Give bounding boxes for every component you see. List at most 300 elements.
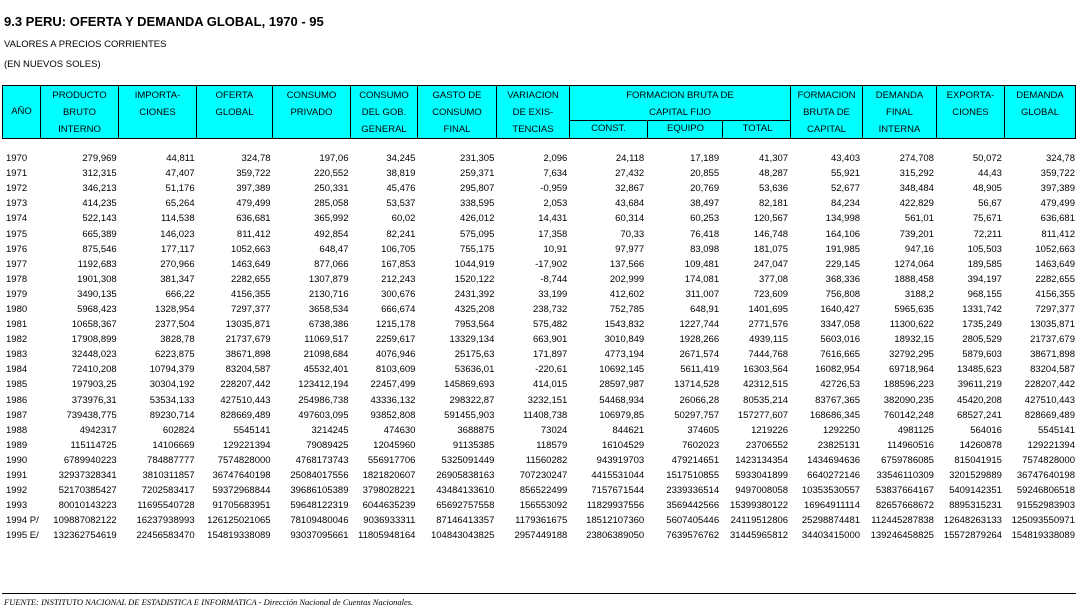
table-cell: 348,484	[899, 183, 934, 195]
table-cell: 20,769	[690, 183, 720, 195]
header-cgob-1: CONSUMO	[359, 90, 409, 101]
table-cell: 760142,248	[883, 409, 934, 421]
table-cell: 2,096	[543, 153, 568, 165]
table-cell: 254986,738	[298, 394, 349, 406]
table-cell: 2,053	[543, 198, 568, 210]
table-cell: 7202583417	[141, 485, 195, 497]
table-cell: 191,985	[825, 243, 861, 255]
table-cell: -8,744	[540, 273, 568, 285]
table-cell: 114,538	[160, 213, 195, 225]
table-cell: 9036933311	[363, 515, 416, 527]
table-cell: 72410,208	[71, 364, 117, 376]
header-fbk-2: BRUTA DE	[803, 107, 850, 118]
table-cell: 52,677	[830, 183, 861, 195]
header-fbkf-1: FORMACION BRUTA DE	[626, 90, 734, 101]
table-cell: 75,671	[972, 213, 1002, 225]
table-row	[2, 317, 1077, 332]
header-demanda-final-interna	[862, 86, 936, 138]
header-cpriv-1: CONSUMO	[286, 90, 337, 101]
table-cell: 112445287838	[871, 515, 934, 527]
table-cell: 1401,695	[748, 303, 789, 315]
table-cell: 43,684	[615, 198, 645, 210]
table-cell: 60,253	[690, 213, 720, 225]
table-cell: 26066,28	[679, 394, 720, 406]
table-cell: 36747640198	[212, 470, 271, 482]
header-varex-2: DE EXIS-	[512, 107, 554, 118]
table-cell: 79089425	[306, 439, 349, 451]
table-cell: 359,722	[236, 168, 271, 180]
table-cell: 24,118	[615, 153, 645, 165]
table-cell: 145869,693	[444, 379, 495, 391]
header-dfi-1: DEMANDA	[875, 90, 924, 101]
table-cell: 2282,655	[1035, 273, 1075, 285]
header-gasto-consumo	[417, 86, 496, 138]
table-cell: 80010143223	[58, 500, 117, 512]
table-cell: 89230,714	[149, 409, 195, 421]
table-cell: 1463,649	[230, 258, 271, 270]
table-cell: 93037095661	[290, 530, 349, 542]
row-year: 1984	[6, 364, 28, 376]
row-year: 1990	[6, 454, 28, 466]
table-cell: 373976,31	[71, 394, 117, 406]
table-cell: 259,371	[460, 168, 495, 180]
table-cell: 1517510855	[666, 470, 720, 482]
table-cell: 118579	[536, 439, 568, 451]
table-cell: -0,959	[540, 183, 568, 195]
table-cell: 4939,115	[749, 334, 789, 346]
table-cell: 45420,208	[957, 394, 1002, 406]
table-cell: 412,602	[609, 288, 645, 300]
table-cell: 7574828000	[1022, 454, 1075, 466]
table-cell: 636,681	[1040, 213, 1075, 225]
table-cell: 73024	[540, 424, 568, 436]
table-cell: 25084017556	[290, 470, 349, 482]
table-cell: 3798028221	[362, 485, 416, 497]
table-cell: 377,08	[759, 273, 789, 285]
table-cell: 44,811	[166, 153, 195, 165]
table-row	[2, 513, 1077, 528]
table-row	[2, 393, 1077, 408]
row-year: 1994 P/	[6, 515, 39, 527]
table-cell: 114960516	[887, 439, 934, 451]
table-row	[2, 302, 1077, 317]
table-cell: 157277,607	[737, 409, 789, 421]
table-cell: 856522499	[519, 485, 568, 497]
table-cell: 13329,134	[449, 334, 495, 346]
table-cell: 295,807	[460, 183, 495, 195]
table-cell: 12648263133	[943, 515, 1002, 527]
table-cell: 575,482	[532, 319, 568, 331]
table-cell: 38,497	[690, 198, 720, 210]
table-cell: 1735,249	[962, 319, 1002, 331]
table-cell: 56,67	[978, 198, 1002, 210]
table-cell: 3828,78	[160, 334, 195, 346]
table-cell: 15399380122	[729, 500, 789, 512]
table-cell: 666,674	[381, 303, 416, 315]
table-cell: 5545141	[233, 424, 271, 436]
header-dglobal-2: GLOBAL	[1020, 107, 1060, 118]
table-cell: 54468,934	[599, 394, 645, 406]
table-cell: 8103,609	[375, 364, 416, 376]
table-cell: 338,595	[460, 198, 495, 210]
table-cell: 18512107360	[586, 515, 645, 527]
table-cell: 324,78	[1045, 153, 1075, 165]
table-cell: 7157671544	[591, 485, 645, 497]
table-cell: 422,829	[899, 198, 934, 210]
table-cell: 23706552	[745, 439, 789, 451]
subtitle-unidad: (EN NUEVOS SOLES)	[4, 59, 101, 70]
table-cell: 59648122319	[290, 500, 349, 512]
table-row	[2, 377, 1077, 392]
table-cell: 414,235	[82, 198, 117, 210]
header-imp-1: IMPORTA-	[134, 90, 181, 101]
table-cell: 14,431	[538, 213, 568, 225]
table-cell: 11300,622	[889, 319, 934, 331]
table-cell: 1543,832	[604, 319, 645, 331]
table-cell: 2377,504	[154, 319, 195, 331]
table-cell: 39686105389	[290, 485, 349, 497]
table-cell: 146,748	[753, 228, 789, 240]
table-cell: 104843043825	[430, 530, 495, 542]
table-cell: 83204,587	[225, 364, 271, 376]
table-cell: 123412,194	[298, 379, 349, 391]
table-cell: 32,867	[615, 183, 645, 195]
table-cell: 247,047	[753, 258, 789, 270]
table-cell: 7,634	[543, 168, 568, 180]
table-cell: 7602023	[682, 439, 720, 451]
header-fbkf-total: TOTAL	[722, 120, 792, 138]
header-fbk-1: FORMACION	[797, 90, 856, 101]
table-cell: 14260878	[959, 439, 1002, 451]
table-cell: 7574828000	[217, 454, 271, 466]
row-year: 1973	[6, 198, 28, 210]
table-cell: 2671,574	[679, 349, 720, 361]
table-cell: 65692757558	[436, 500, 495, 512]
table-cell: 522,143	[82, 213, 117, 225]
table-cell: 115114725	[70, 439, 117, 451]
table-cell: 4076,946	[375, 349, 416, 361]
table-cell: 374605	[687, 424, 720, 436]
table-cell: 315,292	[899, 168, 934, 180]
table-cell: 365,992	[314, 213, 349, 225]
table-cell: 1901,308	[77, 273, 117, 285]
table-cell: 1052,663	[230, 243, 271, 255]
table-cell: 426,012	[460, 213, 495, 225]
source-footnote: FUENTE: INSTITUTO NACIONAL DE ESTADISTICA E INFORMATICA - Dirección Nacional de Cuentas Nacionales.	[4, 597, 414, 607]
header-pbi-3: INTERNO	[58, 124, 101, 135]
data-table-body	[2, 151, 1077, 543]
header-fbk-3: CAPITAL	[807, 124, 846, 135]
table-cell: 7297,377	[230, 303, 271, 315]
table-cell: 52170385427	[58, 485, 117, 497]
header-dfi-3: INTERNA	[878, 124, 921, 135]
table-cell: 6640272146	[807, 470, 861, 482]
table-cell: 50297,757	[674, 409, 720, 421]
header-gasto-1: GASTO DE	[432, 90, 482, 101]
table-cell: 21737,679	[1030, 334, 1075, 346]
table-cell: 45,476	[386, 183, 416, 195]
table-cell: 1215,178	[375, 319, 416, 331]
table-row	[2, 226, 1077, 241]
table-cell: 109,481	[684, 258, 720, 270]
header-gasto-2: CONSUMO	[432, 107, 482, 118]
row-year: 1986	[6, 394, 28, 406]
table-cell: 229,145	[825, 258, 861, 270]
table-cell: 5603,016	[820, 334, 861, 346]
table-cell: 3188,2	[904, 288, 934, 300]
table-cell: 228207,442	[1024, 379, 1075, 391]
header-variacion-existencias	[496, 86, 569, 138]
table-cell: 16237938993	[136, 515, 195, 527]
header-fbkf-title	[570, 86, 790, 121]
table-cell: 238,732	[532, 303, 568, 315]
table-cell: 32937328341	[58, 470, 117, 482]
table-cell: 575,095	[460, 228, 495, 240]
table-cell: 126125021065	[207, 515, 271, 527]
table-cell: 3347,058	[820, 319, 861, 331]
table-cell: 492,854	[314, 228, 349, 240]
row-year: 1993	[6, 500, 28, 512]
table-cell: 120,567	[753, 213, 789, 225]
table-cell: 17,189	[690, 153, 720, 165]
table-cell: 6044635239	[362, 500, 416, 512]
table-cell: 755,175	[460, 243, 495, 255]
table-cell: 55,921	[830, 168, 861, 180]
table-cell: 18932,15	[894, 334, 934, 346]
table-cell: 231,305	[460, 153, 495, 165]
table-cell: 42312,515	[743, 379, 789, 391]
table-cell: 8895315231	[949, 500, 1002, 512]
table-cell: 11805948164	[358, 530, 416, 542]
table-cell: 2339336514	[666, 485, 720, 497]
table-row	[2, 438, 1077, 453]
table-cell: 154819338089	[207, 530, 271, 542]
row-year: 1971	[6, 168, 28, 180]
table-cell: 84,234	[830, 198, 861, 210]
table-cell: 50,072	[972, 153, 1002, 165]
table-cell: 51,176	[165, 183, 195, 195]
table-row	[2, 332, 1077, 347]
header-exp-1: EXPORTA-	[946, 90, 995, 101]
table-cell: 968,155	[967, 288, 1002, 300]
table-cell: 300,676	[381, 288, 416, 300]
table-cell: 3232,151	[527, 394, 568, 406]
table-cell: 53,636	[759, 183, 789, 195]
row-year: 1978	[6, 273, 28, 285]
table-cell: 137,566	[609, 258, 645, 270]
table-cell: 30304,192	[149, 379, 195, 391]
table-cell: 346,213	[82, 183, 117, 195]
table-cell: 270,966	[160, 258, 195, 270]
row-year: 1980	[6, 303, 28, 315]
table-cell: 33,199	[538, 288, 568, 300]
table-cell: 17,358	[538, 228, 568, 240]
table-cell: 7444,768	[748, 349, 789, 361]
header-demanda-global	[1004, 86, 1075, 138]
table-cell: 16964911114	[804, 500, 861, 512]
table-cell: 4156,355	[230, 288, 271, 300]
table-cell: 134,998	[825, 213, 861, 225]
table-cell: 359,722	[1040, 168, 1075, 180]
header-fbkf-equipo: EQUIPO	[647, 120, 723, 138]
header-fbkf-2: CAPITAL FIJO	[649, 107, 711, 118]
table-cell: 32792,295	[889, 349, 934, 361]
table-row	[2, 468, 1077, 483]
table-cell: 14106669	[152, 439, 195, 451]
table-cell: 43336,132	[370, 394, 416, 406]
row-year: 1985	[6, 379, 28, 391]
table-cell: 414,015	[532, 379, 568, 391]
table-cell: 146,023	[160, 228, 195, 240]
table-cell: 2259,617	[375, 334, 416, 346]
table-cell: 97,977	[615, 243, 645, 255]
table-cell: 44,43	[978, 168, 1002, 180]
table-cell: 132362754619	[53, 530, 117, 542]
table-cell: 48,287	[759, 168, 789, 180]
table-row	[2, 257, 1077, 272]
table-cell: 16104529	[601, 439, 645, 451]
table-cell: 105,503	[967, 243, 1002, 255]
table-cell: 2805,529	[962, 334, 1002, 346]
table-cell: 3569442566	[666, 500, 720, 512]
table-cell: 5611,419	[680, 364, 720, 376]
header-fbkf-const: CONST.	[591, 123, 626, 134]
table-cell: 5879,603	[962, 349, 1002, 361]
table-cell: 82,181	[759, 198, 789, 210]
table-cell: 1052,663	[1035, 243, 1075, 255]
table-cell: 83767,365	[815, 394, 861, 406]
table-cell: 11695540728	[137, 500, 195, 512]
table-row	[2, 166, 1077, 181]
table-cell: 844621	[612, 424, 645, 436]
row-year: 1976	[6, 243, 28, 255]
table-cell: 82,241	[386, 228, 416, 240]
table-cell: 129221394	[223, 439, 271, 451]
table-cell: 636,681	[236, 213, 271, 225]
table-cell: 1274,064	[894, 258, 934, 270]
table-cell: 250,331	[314, 183, 349, 195]
table-cell: 1328,954	[154, 303, 195, 315]
table-cell: 43,403	[830, 153, 861, 165]
table-cell: 4325,208	[454, 303, 495, 315]
table-cell: 368,336	[825, 273, 861, 285]
table-cell: 7616,665	[820, 349, 861, 361]
table-cell: 91552983903	[1016, 500, 1075, 512]
row-year: 1995 E/	[6, 530, 39, 542]
table-cell: 41,307	[759, 153, 789, 165]
header-varex-3: TENCIAS	[512, 124, 554, 135]
table-cell: 4768173743	[295, 454, 349, 466]
table-cell: 164,106	[825, 228, 861, 240]
table-cell: 427510,443	[1024, 394, 1075, 406]
table-cell: 23825131	[817, 439, 861, 451]
table-cell: 70,33	[620, 228, 645, 240]
header-cgob-3: GENERAL	[361, 124, 407, 135]
table-cell: 666,22	[165, 288, 195, 300]
table-row	[2, 362, 1077, 377]
row-year: 1970	[6, 153, 28, 165]
table-cell: 3010,849	[604, 334, 645, 346]
table-cell: 279,969	[82, 153, 117, 165]
table-cell: 479,499	[1040, 198, 1075, 210]
table-cell: 32448,023	[71, 349, 117, 361]
table-cell: 784887777	[147, 454, 195, 466]
table-cell: 53534,133	[149, 394, 195, 406]
table-cell: 17908,899	[71, 334, 117, 346]
table-cell: 212,243	[381, 273, 416, 285]
table-cell: 875,546	[82, 243, 117, 255]
table-cell: 5607405446	[666, 515, 720, 527]
data-table	[2, 151, 1077, 543]
table-cell: 197,06	[319, 153, 349, 165]
table-cell: 171,897	[532, 349, 568, 361]
table-cell: 16082,954	[815, 364, 861, 376]
row-year: 1989	[6, 439, 28, 451]
table-cell: 59372968844	[212, 485, 271, 497]
table-cell: 1434694636	[807, 454, 861, 466]
table-cell: 648,91	[690, 303, 720, 315]
table-cell: 397,389	[1040, 183, 1075, 195]
header-pbi	[40, 86, 118, 138]
table-cell: 106,705	[381, 243, 416, 255]
table-cell: 5965,635	[894, 303, 934, 315]
table-cell: 3201529889	[949, 470, 1002, 482]
table-cell: 28597,987	[599, 379, 645, 391]
table-cell: 6223,875	[154, 349, 195, 361]
table-row	[2, 272, 1077, 287]
table-cell: 2771,576	[748, 319, 789, 331]
table-cell: 45532,401	[303, 364, 349, 376]
table-cell: 34,245	[386, 153, 416, 165]
table-row	[2, 347, 1077, 362]
table-cell: 76,418	[690, 228, 720, 240]
table-cell: 811,412	[1041, 228, 1075, 240]
table-cell: 561,01	[904, 213, 934, 225]
table-cell: 3688875	[457, 424, 495, 436]
table-cell: 324,78	[241, 153, 271, 165]
table-cell: 479214651	[671, 454, 720, 466]
table-cell: 69718,964	[889, 364, 934, 376]
header-exp-2: CIONES	[952, 107, 989, 118]
table-cell: 10353530557	[801, 485, 861, 497]
table-row	[2, 498, 1077, 513]
table-cell: 4415531044	[591, 470, 645, 482]
table-cell: 21737,679	[225, 334, 271, 346]
header-fbk	[790, 86, 862, 138]
table-cell: 6759786085	[881, 454, 934, 466]
row-year: 1981	[6, 319, 28, 331]
table-cell: 298322,87	[449, 394, 495, 406]
header-cgob-2: DEL GOB.	[361, 107, 407, 118]
row-year: 1983	[6, 349, 28, 361]
table-cell: 189,585	[967, 258, 1002, 270]
table-cell: 53,537	[386, 198, 416, 210]
table-cell: 38671,898	[1030, 349, 1075, 361]
table-cell: 167,853	[381, 258, 416, 270]
table-cell: 723,609	[753, 288, 789, 300]
table-cell: 181,075	[753, 243, 789, 255]
table-row	[2, 483, 1077, 498]
row-year: 1975	[6, 228, 28, 240]
table-cell: 1821820607	[362, 470, 416, 482]
table-cell: 5545141	[1038, 424, 1075, 436]
table-cell: 87146413357	[436, 515, 495, 527]
table-cell: 285,058	[314, 198, 349, 210]
table-cell: 91705683951	[212, 500, 271, 512]
table-header	[2, 85, 1076, 139]
table-cell: 15572879264	[943, 530, 1002, 542]
table-cell: 7639576762	[666, 530, 720, 542]
